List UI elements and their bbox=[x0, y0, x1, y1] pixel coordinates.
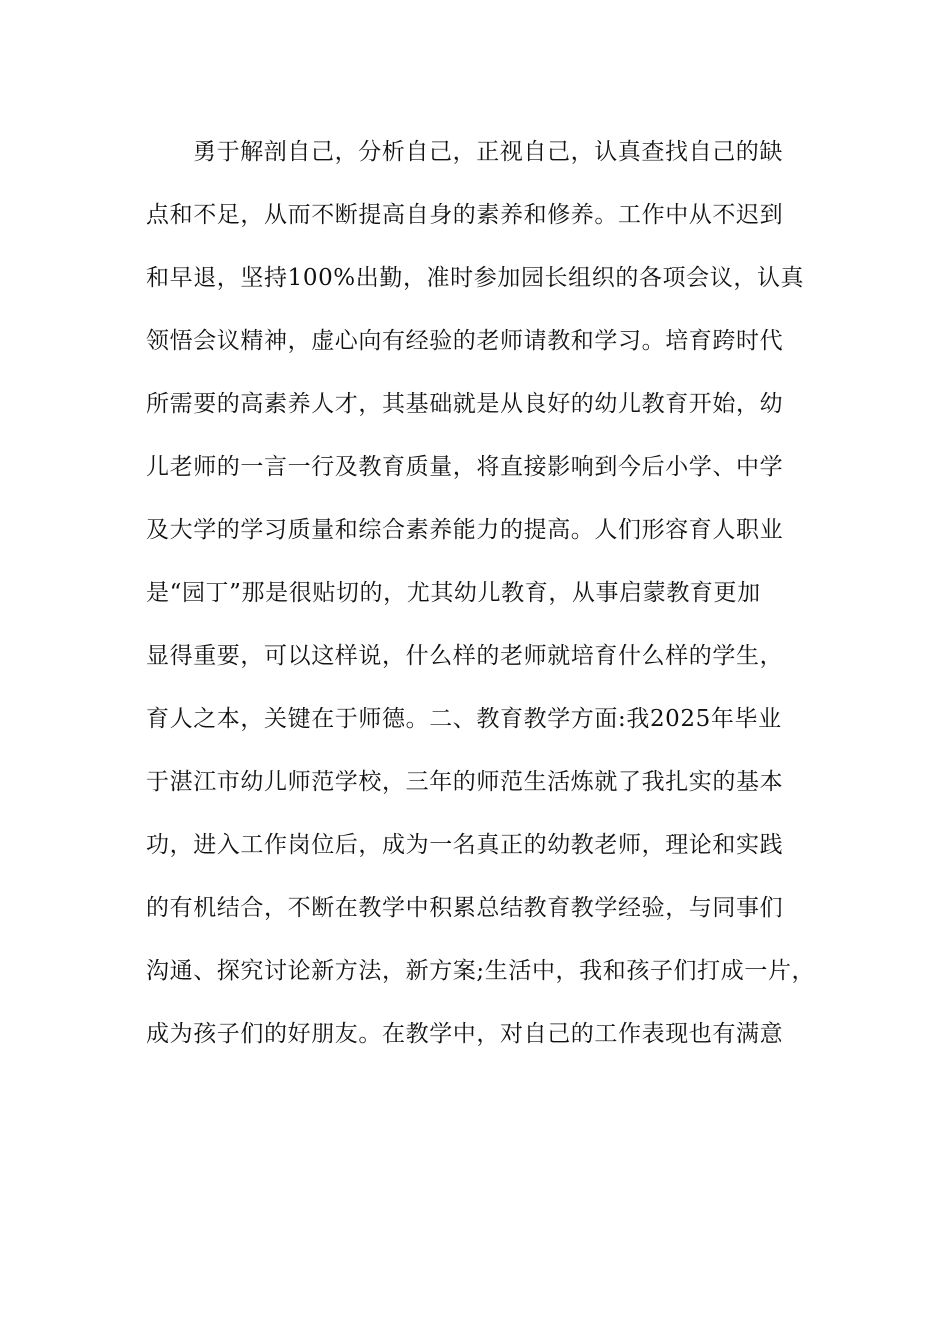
text-line: 领悟会议精神，虚心向有经验的老师请教和学习。培育跨时代 bbox=[146, 328, 784, 354]
text-line: 沟通、探究讨论新方法，新方案;生活中，我和孩子们打成一片， bbox=[146, 958, 816, 984]
text-line: 点和不足，从而不断提高自身的素养和修养。工作中从不迟到 bbox=[146, 202, 784, 228]
text-line: 育人之本，关键在于师德。二、教育教学方面:我2025年毕业 bbox=[146, 706, 782, 732]
text-line: 及大学的学习质量和综合素养能力的提高。人们形容育人职业 bbox=[146, 517, 784, 543]
text-line: 儿老师的一言一行及教育质量，将直接影响到今后小学、中学 bbox=[146, 454, 784, 480]
body-text bbox=[146, 128, 826, 1073]
text-line: 勇于解剖自己，分析自己，正视自己，认真查找自己的缺 bbox=[193, 139, 783, 165]
text-line: 的有机结合，不断在教学中积累总结教育教学经验，与同事们 bbox=[146, 895, 784, 921]
text-line: 功，进入工作岗位后，成为一名真正的幼教老师，理论和实践 bbox=[146, 832, 784, 858]
text-line: 于湛江市幼儿师范学校，三年的师范生活炼就了我扎实的基本 bbox=[146, 769, 784, 795]
text-line: 成为孩子们的好朋友。在教学中，对自己的工作表现也有满意 bbox=[146, 1021, 784, 1047]
text-line: 显得重要，可以这样说，什么样的老师就培育什么样的学生， bbox=[146, 643, 784, 669]
text-line: 是“园丁”那是很贴切的，尤其幼儿教育，从事启蒙教育更加 bbox=[146, 580, 761, 606]
text-line: 所需要的高素养人才，其基础就是从良好的幼儿教育开始，幼 bbox=[146, 391, 784, 417]
text-line: 和早退，坚持100%出勤，准时参加园长组织的各项会议，认真 bbox=[146, 265, 805, 291]
